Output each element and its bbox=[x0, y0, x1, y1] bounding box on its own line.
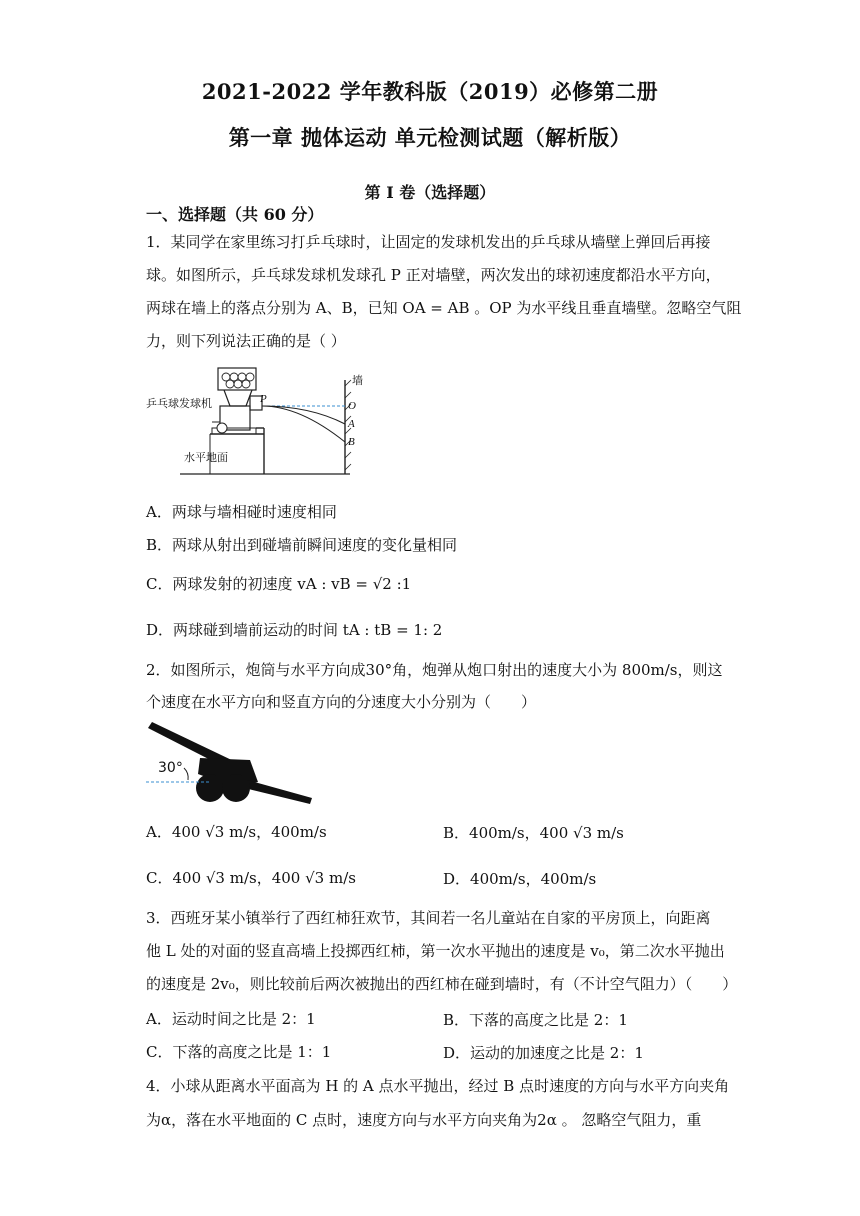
document-title: 2021-2022 学年教科版（2019）必修第二册 bbox=[201, 79, 659, 104]
q1-fig-o-label: O bbox=[348, 400, 356, 412]
q2-option-a: A．400 √3 m/s，400m/s bbox=[146, 823, 327, 841]
q1-fig-p-label: P bbox=[260, 393, 267, 405]
q1-fig-machine-label: 乒乓球发球机 bbox=[146, 397, 212, 410]
q3-option-c: C．下落的高度之比是 1：1 bbox=[146, 1043, 332, 1061]
q3-option-d: D．运动的加速度之比是 2：1 bbox=[443, 1044, 644, 1062]
q2-option-c: C．400 √3 m/s，400 √3 m/s bbox=[146, 869, 356, 887]
q3-option-a: A．运动时间之比是 2：1 bbox=[146, 1010, 316, 1028]
q4-line-1: 4．小球从距离水平面高为 H 的 A 点水平抛出，经过 B 点时速度的方向与水平方向夹角 bbox=[146, 1077, 730, 1095]
q1-option-b: B．两球从射出到碰墙前瞬间速度的变化量相同 bbox=[146, 536, 458, 554]
q1-line-2: 球。如图所示，乒乓球发球机发球孔 P 正对墙壁，两次发出的球初速度都沿水平方向， bbox=[146, 266, 721, 284]
q1-fig-ground-label: 水平地面 bbox=[184, 451, 228, 464]
q1-fig-wall-label: 墙 bbox=[352, 374, 363, 387]
q2-option-b: B．400m/s，400 √3 m/s bbox=[443, 824, 624, 842]
q4-line-2: 为α，落在水平地面的 C 点时，速度方向与水平方向夹角为2α 。 忽略空气阻力，重 bbox=[146, 1111, 702, 1129]
q3-line-1: 3．西班牙某小镇举行了西红柿狂欢节，其间若一名儿童站在自家的平房顶上，向距离 bbox=[146, 909, 711, 927]
q3-option-b: B．下落的高度之比是 2：1 bbox=[443, 1011, 628, 1029]
section-heading: 一、选择题（共 60 分） bbox=[146, 205, 324, 224]
volume-heading: 第 I 卷（选择题） bbox=[364, 183, 496, 202]
q2-line-1: 2．如图所示，炮筒与水平方向成30°角，炮弹从炮口射出的速度大小为 800m/s，则这 bbox=[146, 661, 723, 679]
q1-option-c: C．两球发射的初速度 vA : vB = √2 :1 bbox=[146, 575, 412, 593]
q1-ping-pong-figure bbox=[140, 366, 380, 478]
q1-option-d: D．两球碰到墙前运动的时间 tA : tB = 1: 2 bbox=[146, 621, 443, 639]
q1-line-3: 两球在墙上的落点分别为 A、B，已知 OA = AB 。OP 为水平线且垂直墙壁。忽略空气阻 bbox=[146, 299, 742, 317]
q1-fig-a-label: A bbox=[348, 418, 355, 430]
q2-option-d: D．400m/s，400m/s bbox=[443, 870, 597, 888]
q2-line-2: 个速度在水平方向和竖直方向的分速度大小分别为（ ） bbox=[146, 693, 537, 711]
q1-fig-b-label: B bbox=[348, 436, 355, 448]
q3-line-3: 的速度是 2v₀，则比较前后两次被抛出的西红柿在碰到墙时，有（不计空气阻力）（ ） bbox=[146, 975, 738, 993]
q3-line-2: 他 L 处的对面的竖直高墙上投掷西红柿，第一次水平抛出的速度是 v₀，第二次水平抛出 bbox=[146, 942, 725, 960]
q2-angle-label: 30° bbox=[158, 760, 183, 776]
document-subtitle: 第一章 抛体运动 单元检测试题（解析版） bbox=[228, 125, 632, 150]
q1-line-4: 力，则下列说法正确的是（ ） bbox=[146, 332, 346, 350]
q1-option-a: A．两球与墙相碰时速度相同 bbox=[146, 503, 337, 521]
q1-line-1: 1．某同学在家里练习打乒乓球时，让固定的发球机发出的乒乓球从墙壁上弹回后再接 bbox=[146, 233, 711, 251]
